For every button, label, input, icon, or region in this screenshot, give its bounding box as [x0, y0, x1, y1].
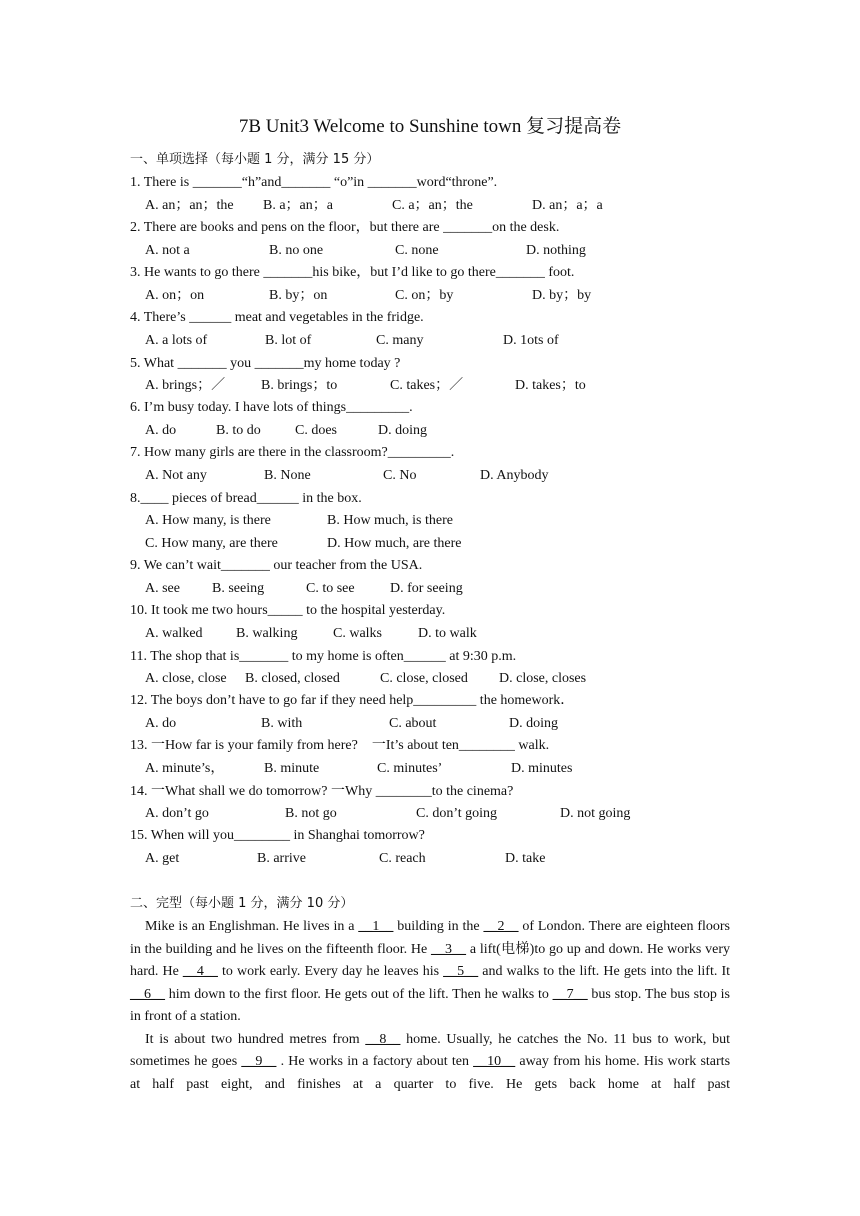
question-14-option-c: C. don’t going — [416, 806, 498, 821]
cloze-text: Mike is an Englishman. He lives in a — [145, 919, 355, 934]
question-15-option-d: D. take — [505, 851, 546, 866]
question-12-option-b: B. with — [261, 716, 303, 731]
question-15-option-c: C. reach — [379, 851, 426, 866]
cloze-blank-10[interactable]: __10__ — [473, 1054, 516, 1069]
question-10-option-d: D. to walk — [418, 626, 477, 641]
cloze-blank-4[interactable]: __4__ — [182, 964, 218, 979]
question-14-stem: 14. 一What shall we do tomorrow? 一Why ________to the cinema? — [130, 784, 514, 799]
question-3-option-d: D. by；by — [532, 288, 592, 303]
question-8-stem: 8.____ pieces of bread______ in the box. — [130, 491, 362, 506]
cloze-text: home. Usually, he catches the No. 11 bus to work, but sometimes he goes — [130, 1031, 731, 1069]
question-10-option-a: A. walked — [145, 626, 203, 641]
question-10-stem: 10. It took me two hours_____ to the hospital yesterday. — [130, 603, 446, 618]
question-5-option-c: C. takes；／ — [390, 378, 464, 393]
question-6-option-c: C. does — [295, 423, 337, 438]
question-7-stem: 7. How many girls are there in the classroom?_________. — [130, 445, 455, 460]
question-2-option-d: D. nothing — [526, 243, 586, 258]
question-10-option-b: B. walking — [236, 626, 298, 641]
question-9-stem: 9. We can’t wait_______ our teacher from the USA. — [130, 558, 423, 573]
question-12-option-d: D. doing — [509, 716, 558, 731]
question-11-stem: 11. The shop that is_______ to my home is often______ at 9:30 p.m. — [130, 649, 517, 664]
question-2-stem: 2. There are books and pens on the floor，but there are _______on the desk. — [130, 220, 560, 235]
question-14-option-b: B. not go — [285, 806, 337, 821]
question-7-option-c: C. No — [383, 468, 417, 483]
question-4-option-c: C. many — [376, 333, 424, 348]
cloze-passage — [130, 916, 730, 1096]
question-6-stem: 6. I’m busy today. I have lots of things_________. — [130, 400, 413, 415]
question-15-option-b: B. arrive — [257, 851, 306, 866]
question-15-option-a: A. get — [145, 851, 180, 866]
question-5-option-a: A. brings；／ — [145, 378, 226, 393]
question-13-option-a: A. minute’s， — [145, 761, 225, 776]
question-2-option-c: C. none — [395, 243, 439, 258]
question-4-option-b: B. lot of — [265, 333, 312, 348]
question-4-option-a: A. a lots of — [145, 333, 208, 348]
cloze-blank-6[interactable]: __6__ — [130, 986, 165, 1002]
cloze-text: of London. There are eighteen floors in the building and he lives on the fifteenth floor. He — [130, 919, 731, 957]
cloze-text: bus stop. The bus stop is in front of a station. — [130, 986, 731, 1024]
cloze-paragraph-1 — [130, 916, 730, 1029]
cloze-paragraph-2 — [130, 1029, 730, 1097]
question-11-option-b: B. closed, closed — [245, 671, 340, 686]
question-7-option-d: D. Anybody — [480, 468, 549, 483]
question-5-option-b: B. brings；to — [261, 378, 338, 393]
question-12-option-a: A. do — [145, 716, 177, 731]
cloze-text: building in the — [397, 919, 480, 934]
question-5-stem: 5. What _______ you _______my home today ? — [130, 356, 401, 371]
cloze-blank-1[interactable]: __1__ — [358, 919, 394, 934]
question-4-stem: 4. There’s ______ meat and vegetables in the fridge. — [130, 310, 424, 325]
cloze-blank-7[interactable]: __7__ — [552, 986, 588, 1002]
question-2-option-a: A. not a — [145, 243, 190, 258]
page-title: 7B Unit3 Welcome to Sunshine town 复习提高卷 — [238, 116, 622, 137]
cloze-blank-5[interactable]: __5__ — [443, 964, 479, 979]
cloze-blank-2[interactable]: __2__ — [483, 919, 519, 934]
question-12-stem: 12. The boys don’t have to go far if they need help_________ the homework． — [130, 693, 575, 708]
question-9-option-c: C. to see — [306, 581, 355, 596]
question-1-option-a: A. an；an；the — [145, 198, 234, 213]
question-1-option-c: C. a；an；the — [392, 198, 473, 213]
question-3-option-a: A. on；on — [145, 288, 205, 303]
question-14-option-d: D. not going — [560, 806, 631, 821]
cloze-text: a lift(电梯)to go up and down. He works very hard. He — [130, 941, 730, 979]
question-8-option-b: B. How much, is there — [327, 513, 453, 528]
question-8-option-c: C. How many, are there — [145, 536, 278, 551]
cloze-blank-3[interactable]: __3__ — [431, 941, 467, 957]
question-3-option-c: C. on；by — [395, 288, 454, 303]
question-11-option-d: D. close, closes — [499, 671, 587, 686]
question-13-option-c: C. minutes’ — [377, 761, 443, 776]
section1-heading: 一、单项选择（每小题 1 分，满分 15 分） — [130, 152, 380, 167]
question-1-option-d: D. an；a；a — [532, 198, 603, 213]
question-8-option-d: D. How much, are there — [327, 536, 462, 551]
cloze-text: away from his home. His work starts at half past eight, and finishes at a quarter to five. He gets back home at half past — [130, 1054, 731, 1092]
question-13-option-d: D. minutes — [511, 761, 573, 776]
question-7-option-b: B. None — [264, 468, 311, 483]
cloze-blank-9[interactable]: __9__ — [241, 1054, 277, 1069]
question-2-option-b: B. no one — [269, 243, 324, 258]
question-7-option-a: A. Not any — [145, 468, 207, 483]
question-13-option-b: B. minute — [264, 761, 320, 776]
question-9-option-a: A. see — [145, 581, 180, 596]
question-6-option-a: A. do — [145, 423, 177, 438]
question-13-stem: 13. 一How far is your family from here? 一It’s about ten________ walk. — [130, 738, 550, 753]
question-3-option-b: B. by；on — [269, 288, 328, 303]
cloze-blank-8[interactable]: __8__ — [365, 1031, 401, 1047]
question-4-option-d: D. 1ots of — [503, 333, 559, 348]
question-9-option-b: B. seeing — [212, 581, 265, 596]
question-15-stem: 15. When will you________ in Shanghai tomorrow? — [130, 828, 425, 843]
cloze-text: and walks to the lift. He gets into the lift. It — [482, 964, 731, 979]
question-6-option-b: B. to do — [216, 423, 261, 438]
question-1-option-b: B. a；an；a — [263, 198, 333, 213]
cloze-text: It is about two hundred metres from — [145, 1031, 360, 1047]
question-9-option-d: D. for seeing — [390, 581, 463, 596]
cloze-text: to work early. Every day he leaves his — [221, 964, 440, 979]
question-6-option-d: D. doing — [378, 423, 427, 438]
cloze-text: him down to the first floor. He gets out of the lift. Then he walks to — [168, 986, 549, 1002]
section2-heading: 二、完型（每小题 1 分，满分 10 分） — [130, 896, 354, 911]
question-3-stem: 3. He wants to go there _______his bike，but I’d like to go there_______ foot. — [130, 265, 575, 280]
question-10-option-c: C. walks — [333, 626, 382, 641]
question-8-option-a: A. How many, is there — [145, 513, 271, 528]
question-11-option-a: A. close, close — [145, 671, 227, 686]
cloze-text: . He works in a factory about ten — [280, 1054, 469, 1069]
question-1-stem: 1. There is _______“h”and_______ “o”in _______word“throne”. — [130, 175, 498, 190]
question-11-option-c: C. close, closed — [380, 671, 468, 686]
question-14-option-a: A. don’t go — [145, 806, 209, 821]
question-5-option-d: D. takes；to — [515, 378, 586, 393]
question-12-option-c: C. about — [389, 716, 437, 731]
